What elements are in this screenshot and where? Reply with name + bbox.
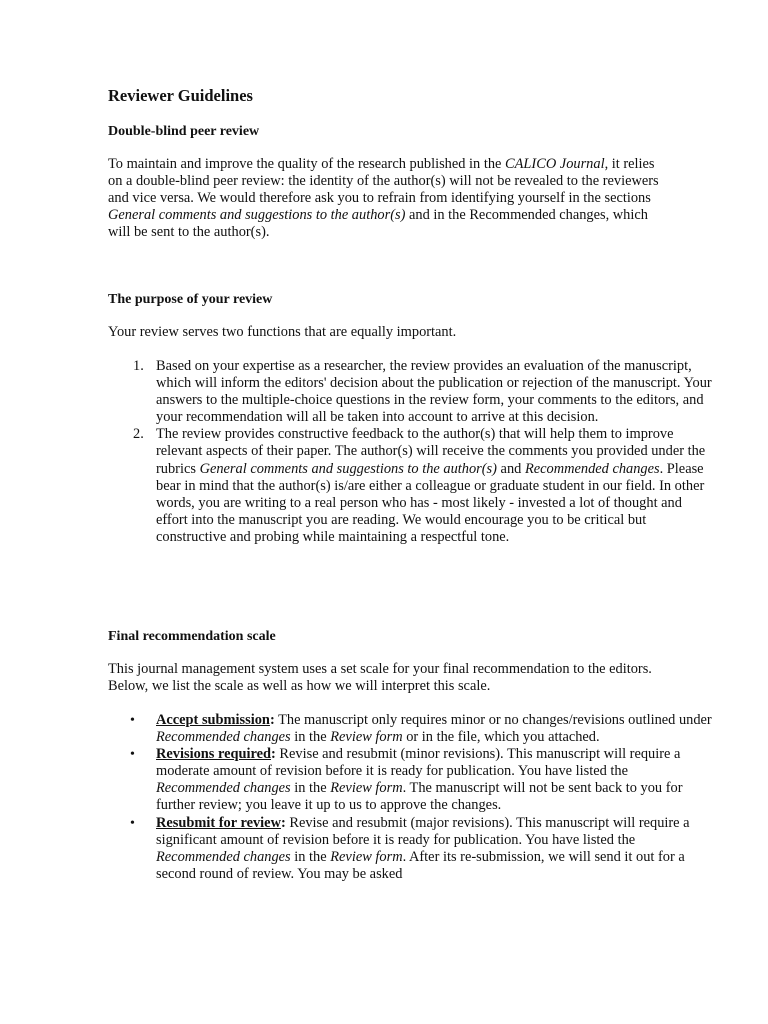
emphasis-text: Recommended changes: [524, 460, 660, 477]
scale-bullet-list: [108, 712, 712, 883]
purpose-item-text: Based on your expertise as a researcher, the review provides an evaluation of the manuscript, which will inform the editors' decision about the publication or rejection of the manuscript. Your answers to the multiple-choice questions in the review form, your comments to the editors, and your recommendation will all be taken into account to arrive at this decision.: [156, 358, 712, 426]
scale-list-item-accept: [130, 712, 712, 746]
section-heading-purpose: The purpose of your review: [108, 292, 273, 307]
scale-list-item-resubmit: [130, 814, 712, 883]
document-body: [108, 85, 712, 882]
purpose-intro-paragraph: Your review serves two functions that are equally important.: [108, 324, 457, 340]
scale-item-text: Revise and resubmit (minor revisions). This manuscript will require a moderate amount of revision before it is ready for publication. You have listed the Recommended changes in the Review form. The manuscript will not be sent back to you for further review; you leave it up to us to approve the changes.: [156, 746, 683, 814]
scale-intro-paragraph: This journal management system uses a set scale for your final recommendation to the editors. Below, we list the scale as well as how we will interpret this scale.: [108, 661, 652, 695]
scale-list-item-revisions: [130, 746, 712, 814]
scale-item-text: The manuscript only requires minor or no changes/revisions outlined under Recommended changes in the Review form or in the file, which you attached.: [156, 712, 712, 746]
emphasis-text: General comments and suggestions to the author(s): [199, 460, 497, 477]
list-number: 1.: [133, 358, 144, 374]
emphasis-text: General comments and suggestions to the author(s): [108, 207, 406, 224]
scale-term: [156, 746, 276, 762]
scale-term: [156, 815, 286, 831]
document-title: Reviewer Guidelines: [108, 86, 253, 105]
purpose-numbered-list: [108, 358, 712, 546]
bullet-icon: •: [130, 747, 135, 763]
bullet-icon: •: [130, 713, 135, 728]
scale-item-text: Revise and resubmit (major revisions). This manuscript will require a significant amount of revision before it is ready for publication. You have listed the Recommended changes in the Review form. After its re-submission, we will send it out for a second round of review. You may be asked: [156, 814, 690, 882]
scale-term: [156, 712, 275, 728]
scale-term-label: Accept submission: [156, 712, 270, 728]
scale-term-colon: :: [269, 712, 275, 728]
section-heading-double-blind: Double-blind peer review: [108, 124, 260, 139]
scale-term-label: Resubmit for review: [156, 814, 281, 831]
emphasis-text: Recommended changes: [156, 729, 291, 746]
bullet-icon: •: [130, 815, 135, 831]
purpose-list-item: [133, 426, 712, 546]
scale-term-colon: :: [280, 814, 286, 831]
list-number: 2.: [133, 426, 144, 443]
emphasis-text: Review form: [330, 848, 403, 865]
purpose-list-item: [133, 358, 712, 426]
emphasis-text: Review form: [330, 780, 403, 797]
emphasis-text: Recommended changes: [156, 848, 291, 865]
emphasis-text: Recommended changes: [156, 780, 291, 797]
emphasis-text: Review form: [330, 729, 403, 746]
purpose-item-text: The review provides constructive feedback to the author(s) that will help them to improve relevant aspects of their paper. The author(s) will receive the comments you provided under the rubrics General comments and suggestions to the author(s) and Recommended changes. Please bear in mind that the author(s) is/are either a colleague or graduate student in our field. In other words, you are writing to a real person who has - most likely - invested a lot of thought and effort into the manuscript you are reading. We would encourage you to be critical but constructive and probing while maintaining a respectful tone.: [156, 426, 706, 545]
emphasis-text: CALICO Journal: [505, 156, 605, 172]
scale-term-colon: :: [271, 746, 276, 763]
section-heading-recommendation-scale: Final recommendation scale: [108, 629, 276, 644]
scale-term-label: Revisions required: [156, 746, 272, 763]
double-blind-paragraph: To maintain and improve the quality of the research published in the CALICO Journal, it relies on a double-blind peer review: the identity of the author(s) will not be revealed to the reviewers and vice versa. We would therefore ask you to refrain from identifying yourself in the sections General comments and suggestions to the author(s) and in the Recommended changes, which will be sent to the author(s).: [108, 156, 659, 241]
